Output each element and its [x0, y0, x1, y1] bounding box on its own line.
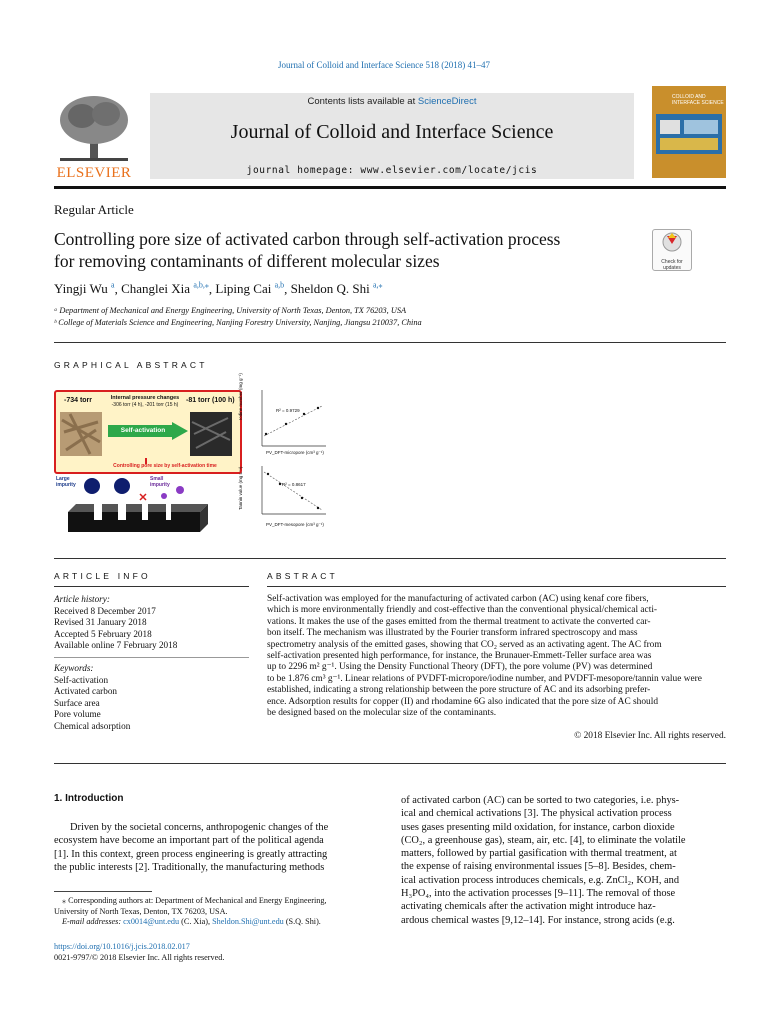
keywords-label: Keywords:: [54, 663, 94, 673]
intro-left-column: [54, 821, 378, 874]
abstract-body: [267, 594, 726, 719]
intro-right-line: matters, followed by partial gasification with thermal treatment, at: [401, 848, 677, 860]
abstract-line: self-activation presented high performance, for instance, the Brunauer-Emmett-Teller surface area was: [267, 651, 652, 662]
ga-control-caption: Controlling pore size by self-activation time: [113, 463, 217, 469]
author-2[interactable]: Changlei Xia $^{a,b,⁎}$: [121, 281, 209, 297]
intro-left-line: Driven by the societal concerns, anthropogenic changes of the: [70, 822, 329, 833]
email-xia-name: (C. Xia),: [179, 917, 213, 926]
history-revised: Revised 31 January 2018: [54, 617, 147, 627]
ga-plot1-xlabel: PV_DFT-micropore (cm³ g⁻¹): [266, 450, 324, 455]
contents-line: [150, 96, 634, 107]
ga-self-activation-label: Self-activation: [120, 427, 166, 434]
abstract-line: spectrometry analysis of the emitted gases, showing that CO₂ served as an activating agent. The AC from: [267, 639, 662, 650]
ga-large-impurity-label: Large impurity: [56, 476, 76, 488]
title-line-2: for removing contaminants of different molecular sizes: [54, 251, 440, 271]
corresponding-line-1: ⁎ Corresponding authors at: Department of Mechanical and Energy Engineering,: [62, 896, 327, 905]
rule-top-info: [54, 558, 726, 559]
abstract-line: which is more environmentally friendly and cost-effective than the conventional physical/chemical acti-: [267, 605, 658, 616]
ga-plot2-xlabel: PV_DFT-mesopore (cm³ g⁻¹): [266, 522, 324, 527]
author-1[interactable]: Yingji Wu $^a$: [54, 281, 115, 297]
intro-right-line: activating chemicals after the activation might introduce haz-: [401, 901, 656, 913]
ga-plot-tannin: [246, 462, 330, 524]
abstract-heading: ABSTRACT: [267, 571, 338, 581]
rule-info: [54, 586, 249, 587]
ga-small-impurity-label: Small impurity: [150, 476, 170, 488]
cover-title: COLLOID AND INTERFACE SCIENCE: [672, 94, 724, 106]
affiliation-a: ᵃ Department of Mechanical and Energy Engineering, University of North Texas, Denton, TX 76203, USA: [54, 306, 407, 315]
ga-plot-iodine: [246, 386, 330, 456]
ga-pore-diagram: [60, 474, 210, 534]
ga-pressure-start: -734 torr: [64, 397, 93, 404]
journal-title: Journal of Colloid and Interface Science: [230, 121, 554, 143]
activated-carbon-image: [190, 412, 232, 456]
keyword-3: Surface area: [54, 697, 100, 708]
history-accepted: Accepted 5 February 2018: [54, 628, 152, 639]
intro-left-line: ecosystem have become an important part of the political agenda: [54, 835, 324, 847]
email-shi-name: (S.Q. Shi).: [283, 917, 321, 926]
journal-homepage[interactable]: journal homepage: www.elsevier.com/locate/jcis: [246, 165, 538, 176]
email-label: E-mail addresses:: [62, 917, 124, 926]
ga-plot1-ylabel: Iodine number (mg g⁻¹): [238, 373, 243, 420]
graphical-abstract-heading: GRAPHICAL ABSTRACT: [54, 360, 208, 370]
contents-prefix: Contents lists available at: [307, 96, 418, 107]
keyword-5: Chemical adsorption: [54, 720, 131, 731]
header-rule: [54, 186, 726, 189]
journal-citation[interactable]: Journal of Colloid and Interface Science 518 (2018) 41–47: [278, 60, 490, 70]
abstract-line: to be 1.876 cm³ g⁻¹. Linear relations of PVDFT-micropore/iodine number, and PVDFT-mesopore/tannin value were: [267, 673, 702, 684]
author-list: Yingji Wu $^a$, Changlei Xia $^{a,b,⁎}$, Liping Cai $^{a,b}$, Sheldon Q. Shi $^{a,⁎}$: [54, 281, 383, 297]
rule-abstract: [267, 586, 726, 587]
crossmark-icon: [653, 230, 691, 254]
article-title: [54, 228, 654, 272]
footnote-rule: [54, 891, 152, 892]
sciencedirect-link[interactable]: ScienceDirect: [417, 96, 477, 107]
email-link-shi[interactable]: Sheldon.Shi@unt.edu: [212, 917, 284, 926]
check-for-updates-badge[interactable]: [652, 229, 692, 271]
keyword-2: Activated carbon: [54, 686, 118, 696]
author-4[interactable]: Sheldon Q. Shi $^{a,⁎}$: [290, 281, 383, 297]
intro-left-line: the public interests [2]. Traditionally, the manufacturing methods: [54, 861, 325, 873]
introduction-heading: 1. Introduction: [54, 793, 124, 804]
abstract-line: Self-activation was employed for the manufacturing of activated carbon (AC) using kenaf core fibers,: [267, 594, 649, 604]
keyword-4: Pore volume: [54, 709, 101, 719]
corresponding-line-2: University of North Texas, Denton, TX 76203, USA.: [54, 906, 228, 916]
intro-right-line: the expense of raising environmental issues [5–8]. Besides, chem-: [401, 861, 676, 873]
corresponding-footnote: [54, 896, 384, 928]
affiliation-b: ᵇ College of Materials Science and Engineering, Nanjing Forestry University, Nanjing, Jiangsu 210037, China: [54, 318, 422, 327]
crossmark-label: Check for updates: [661, 259, 683, 271]
kenaf-fiber-image: [60, 412, 102, 456]
intro-right-line: ical and chemical activations [3]. The physical activation process: [401, 808, 672, 820]
rule-keywords: [54, 657, 249, 658]
ga-plot2-ylabel: Tannin value (mg L⁻¹): [238, 466, 243, 510]
rule-bottom-abstract: [54, 763, 726, 764]
intro-right-line: ical activation process introduces chemicals, e.g. ZnCl₂, KOH, and: [401, 874, 680, 886]
history-online: Available online 7 February 2018: [54, 640, 178, 650]
intro-right-line: ardous chemical wastes [9,12–14]. For instance, strong acids (e.g.: [401, 914, 675, 926]
elsevier-wordmark: ELSEVIER: [56, 165, 132, 181]
issn-line: 0021-9797/© 2018 Elsevier Inc. All rights reserved.: [54, 953, 225, 962]
ga-pressure-mid: -306 torr (4 h), -201 torr (15 h): [111, 402, 179, 408]
journal-cover-image[interactable]: [652, 86, 726, 178]
author-3[interactable]: Liping Cai $^{a,b}$: [215, 281, 285, 297]
intro-right-column: [401, 794, 726, 927]
abstract-line: established, indicating a strong relationship between the pore structure of AC and its adsorbing prefer-: [267, 685, 651, 696]
abstract-copyright: © 2018 Elsevier Inc. All rights reserved.: [574, 731, 726, 741]
article-info-heading: ARTICLE INFO: [54, 571, 151, 581]
email-line: [54, 917, 384, 928]
doi-link[interactable]: https://doi.org/10.1016/j.jcis.2018.02.017: [54, 942, 190, 951]
ga-pressure-title: Internal pressure changes: [110, 395, 180, 401]
rule-top-graphical: [54, 342, 726, 343]
ga-pressure-end: -81 torr (100 h): [186, 397, 235, 404]
title-line-1: Controlling pore size of activated carbon through self-activation process: [54, 229, 561, 249]
intro-left-line: [1]. In this context, green process engineering is greatly attracting: [54, 848, 328, 860]
abstract-line: bon itself. The mechanism was illustrated by the Fourier transform infrared spectroscopy and mass: [267, 628, 638, 639]
intro-right-line: H₃PO₄, into the activation processes [9–11]. The removal of those: [401, 888, 676, 900]
abstract-line: ence. Adsorption results for copper (II) and rhodamine 6G also indicated that the pore size of AC should: [267, 696, 659, 707]
intro-right-line: (CO₂, a greenhouse gas), steam, air, etc. [4], to eliminate the volatile: [401, 834, 686, 846]
article-type: Regular Article: [54, 202, 134, 217]
abstract-line: be designed based on the molecular size of the contaminants.: [267, 708, 497, 719]
intro-right-line: of activated carbon (AC) can be sorted to two categories, i.e. phys-: [401, 795, 680, 806]
ga-plot1-r2: R² = 0.9729: [276, 408, 300, 413]
email-link-xia[interactable]: cx0014@unt.edu: [123, 917, 180, 926]
history-label: Article history:: [54, 594, 110, 604]
abstract-line: vations. It makes the use of the gases emitted from the thermal treatment to activate the converted car-: [267, 616, 651, 627]
history-received: Received 8 December 2017: [54, 605, 156, 616]
abstract-line: up to 2296 m² g⁻¹. Using the Density Functional Theory (DFT), the pore volume (PV) was determined: [267, 662, 653, 673]
intro-right-line: uses gases presenting mild oxidation, for instance, carbon dioxide: [401, 821, 675, 833]
keyword-1: Self-activation: [54, 674, 109, 685]
ga-plot2-r2: R² = 0.8617: [282, 482, 306, 487]
